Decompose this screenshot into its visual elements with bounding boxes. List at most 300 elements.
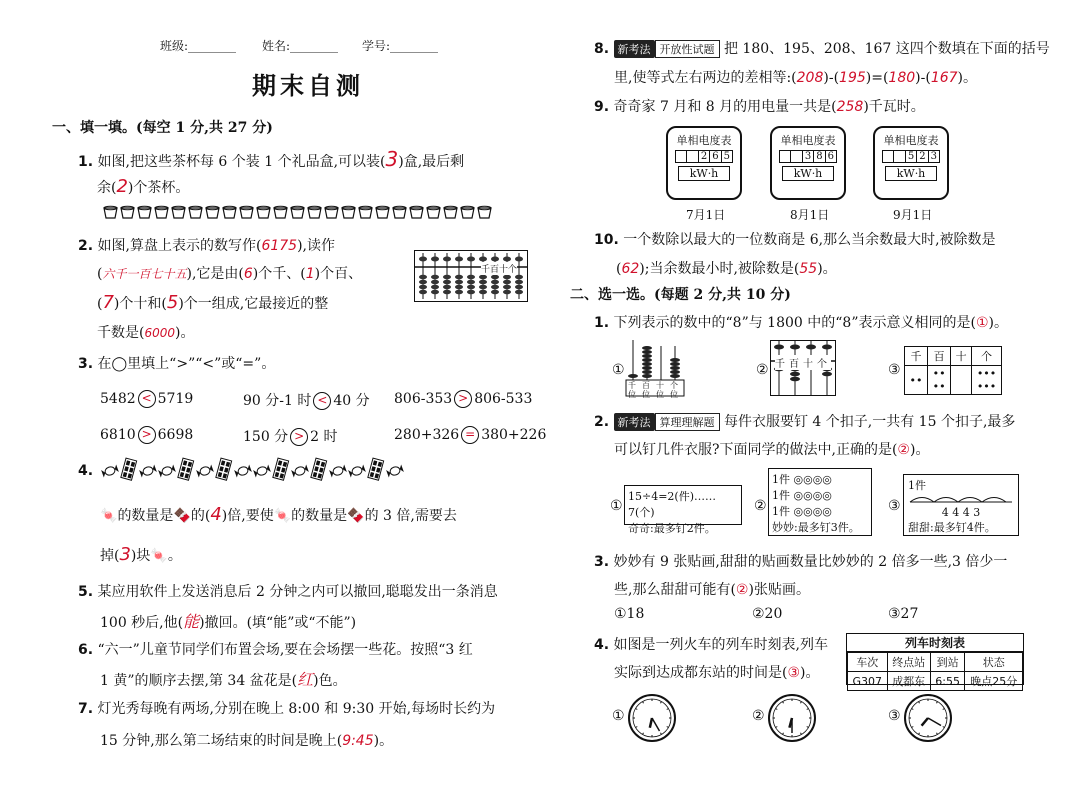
abacus-beads-icon bbox=[415, 251, 527, 301]
buttons-icon: ◎◎◎◎ bbox=[793, 473, 832, 486]
c2-optA-equation: 15÷4=2(件)……7(个) bbox=[628, 490, 717, 519]
timetable-cell-train: G307 bbox=[848, 672, 888, 691]
dots-cell bbox=[951, 366, 972, 395]
q1-answer2: 2 bbox=[116, 176, 128, 197]
candy-chocolate-row bbox=[100, 457, 420, 485]
table-head-thousands: 千 bbox=[905, 347, 928, 366]
meter-digits: 3 8 6 bbox=[779, 150, 837, 163]
teacup-icon bbox=[359, 206, 372, 218]
teacup-icon bbox=[172, 206, 185, 218]
c3-option1: ①18 bbox=[614, 606, 645, 622]
clock-option1-label: ① bbox=[612, 708, 625, 724]
abacus-bead bbox=[642, 366, 652, 370]
q2-text-c: ( bbox=[97, 266, 103, 282]
candy-icon bbox=[101, 465, 119, 478]
button-group-row bbox=[772, 503, 868, 519]
q9-text-a: 奇奇家 7 月和 8 月的用电量一共是( bbox=[613, 99, 837, 115]
abacus-bead bbox=[431, 280, 439, 285]
dots-cell: ••• ••• bbox=[972, 366, 1002, 395]
abacus-bead bbox=[503, 280, 511, 285]
q5-text-a: 某应用软件上发送消息后 2 分钟之内可以撤回,聪聪发出一条消息 bbox=[97, 584, 498, 600]
candy-icon bbox=[139, 465, 157, 478]
c2-optC-label: ③ bbox=[888, 498, 901, 514]
c1-answer: ① bbox=[975, 315, 989, 331]
candy-icon bbox=[386, 465, 404, 478]
teacup-icon bbox=[121, 206, 134, 218]
abacus-bead bbox=[790, 377, 800, 382]
q4-number-row bbox=[78, 463, 93, 479]
candy-icon: 🍬 bbox=[100, 508, 118, 524]
candy-icon bbox=[329, 465, 347, 478]
meter-date: 7月1日 bbox=[686, 208, 726, 222]
chocolate-icon: 🍫 bbox=[347, 508, 365, 524]
abacus-bead bbox=[455, 257, 463, 262]
teacup-icon bbox=[257, 206, 270, 218]
c1-option3-label: ③ bbox=[888, 362, 901, 378]
abacus-bead bbox=[443, 290, 451, 295]
q2-answer5: 7 bbox=[102, 292, 114, 313]
clock-icon bbox=[627, 693, 677, 743]
q1-line2 bbox=[97, 176, 189, 197]
abacus-bead bbox=[467, 285, 475, 290]
c2-optC-conclusion: 甜甜:最多钉4件。 bbox=[908, 521, 996, 534]
abacus-bead bbox=[467, 275, 475, 280]
q10-text-d: )。 bbox=[817, 261, 837, 277]
abacus-bead bbox=[491, 257, 499, 262]
abacus-bead bbox=[670, 374, 680, 378]
c3-number: 3. bbox=[594, 554, 610, 570]
comparison-left: 280+326 bbox=[394, 427, 460, 443]
q8-line1 bbox=[594, 38, 1050, 58]
comparison-sign-circle[interactable]: > bbox=[138, 426, 156, 444]
comparison-sign-circle[interactable]: > bbox=[454, 390, 472, 408]
q4-text-b: 的( bbox=[190, 508, 211, 524]
teacup-icon bbox=[478, 206, 491, 218]
q10-text-a: 一个数除以最大的一位数商是 6,那么当余数最大时,被除数是 bbox=[623, 232, 996, 248]
abacus-bead bbox=[515, 280, 523, 285]
abacus-bead bbox=[455, 285, 463, 290]
abacus-bead bbox=[431, 290, 439, 295]
q8-sep3: )-( bbox=[915, 70, 931, 86]
clock-icon bbox=[767, 693, 817, 743]
teacup-icon bbox=[410, 206, 423, 218]
c4-text-a: 如图是一列火车的列车时刻表,列车 bbox=[613, 637, 828, 653]
comparison-sign-circle[interactable]: < bbox=[313, 392, 331, 410]
q7-line2 bbox=[100, 730, 393, 750]
q1-line1 bbox=[78, 147, 464, 171]
q8-answer1: 208 bbox=[796, 70, 824, 86]
table-head-hundreds: 百 bbox=[928, 347, 951, 366]
abacus-figure bbox=[414, 250, 528, 302]
teacup-icon bbox=[461, 206, 474, 218]
q2-text-f: )个百、 bbox=[314, 266, 363, 282]
abacus-bead bbox=[503, 275, 511, 280]
c4-number: 4. bbox=[594, 637, 610, 653]
c1-line bbox=[594, 312, 1008, 332]
c2-line2 bbox=[614, 439, 929, 459]
q6-number: 6. bbox=[78, 642, 94, 658]
teacup-icon bbox=[189, 206, 202, 218]
q8-number: 8. bbox=[594, 41, 610, 57]
abacus-bead bbox=[515, 285, 523, 290]
c3-text-a: 妙妙有 9 张贴画,甜甜的贴画数量比妙妙的 2 倍多一些,3 倍少一 bbox=[613, 554, 1008, 570]
abacus-bead bbox=[515, 257, 523, 262]
q8-text-b: 里,使等式左右两边的差相等:( bbox=[614, 70, 797, 86]
c3-text-c: )张贴画。 bbox=[748, 582, 810, 598]
abacus-bead bbox=[515, 275, 523, 280]
meter-date: 8月1日 bbox=[790, 208, 830, 222]
q3-line bbox=[78, 353, 275, 373]
abacus-bead bbox=[419, 275, 427, 280]
electricity-meter bbox=[770, 126, 846, 200]
place-hundreds: 百位 bbox=[642, 381, 650, 399]
comparison-left: 806-353 bbox=[394, 391, 453, 407]
candy-icon bbox=[291, 465, 309, 478]
c2-number: 2. bbox=[594, 414, 610, 430]
abacus-bead bbox=[642, 350, 652, 354]
abacus-bead bbox=[642, 346, 652, 350]
row-label: 1件 bbox=[772, 505, 790, 518]
teacup-icon bbox=[393, 206, 406, 218]
q4-text-f: 掉( bbox=[100, 548, 120, 564]
abacus-bead bbox=[479, 280, 487, 285]
row-label: 1件 bbox=[772, 473, 790, 486]
abacus-bead bbox=[467, 290, 475, 295]
teacup-icon bbox=[427, 206, 440, 218]
c3-option3: ③27 bbox=[888, 606, 919, 622]
abacus-bead bbox=[479, 290, 487, 295]
q1-answer1: 3 bbox=[385, 147, 399, 171]
c2-answer: ② bbox=[897, 442, 910, 458]
abacus-bead bbox=[503, 285, 511, 290]
abacus-bead bbox=[503, 290, 511, 295]
section2-heading: 二、选一选。(每题 2 分,共 10 分) bbox=[570, 287, 791, 303]
q6-text-b: 1 黄”的顺序去摆,第 34 盆花是( bbox=[100, 673, 298, 689]
chocolate-icon bbox=[216, 458, 232, 480]
buttons-icon: ◎◎◎◎ bbox=[793, 489, 832, 502]
q7-number: 7. bbox=[78, 701, 94, 717]
comparison-sign-circle[interactable]: > bbox=[290, 428, 308, 446]
teacup-icon bbox=[325, 206, 338, 218]
teacup-icon bbox=[240, 206, 253, 218]
c1-end: )。 bbox=[988, 315, 1008, 331]
q9-line1 bbox=[594, 96, 925, 116]
meter-title: 单相电度表 bbox=[780, 134, 836, 147]
c1-number: 1. bbox=[594, 315, 610, 331]
q9-number: 9. bbox=[594, 99, 610, 115]
q4-text-g: )块 bbox=[130, 548, 151, 564]
q5-line2 bbox=[100, 609, 356, 632]
q2-line2 bbox=[97, 263, 362, 283]
q2-text-j: 千数是( bbox=[97, 325, 145, 341]
q10-answer2: 55 bbox=[799, 261, 818, 277]
q1-number: 1. bbox=[78, 154, 94, 170]
meter-unit: kW·h bbox=[782, 166, 834, 181]
class-field-label: 班级:________ bbox=[160, 39, 237, 53]
candy-icon bbox=[234, 465, 252, 478]
teacup-icon bbox=[206, 206, 219, 218]
c4-text-b: 实际到达成都东站的时间是( bbox=[614, 665, 788, 681]
c2-optA-label: ① bbox=[610, 498, 623, 514]
q8-answer4: 167 bbox=[930, 70, 958, 86]
abacus-bead bbox=[670, 362, 680, 366]
q2-text-d: ),它是由( bbox=[186, 266, 244, 282]
abacus-bead bbox=[455, 275, 463, 280]
q1-text-b: )盒,最后剩 bbox=[398, 154, 465, 170]
q2-text-i: )个一组成,它最接近的整 bbox=[178, 296, 329, 312]
q2-line4 bbox=[97, 322, 194, 342]
q8-answer3: 180 bbox=[888, 70, 916, 86]
c2-optA-conclusion: 奇奇:最多钉2件。 bbox=[628, 522, 716, 535]
c3-line1 bbox=[594, 551, 1007, 571]
teacup-icon bbox=[223, 206, 236, 218]
timetable-head-terminal: 终点站 bbox=[887, 653, 930, 672]
table-head-ones: 个 bbox=[972, 347, 1002, 366]
q10-line1 bbox=[594, 229, 996, 249]
candy-icon bbox=[253, 465, 271, 478]
candy-icon bbox=[158, 465, 176, 478]
teacup-icon bbox=[155, 206, 168, 218]
open-question-badge: 开放性试题 bbox=[655, 40, 720, 58]
q7-answer: 9:45 bbox=[342, 733, 374, 749]
q2-number: 2. bbox=[78, 238, 94, 254]
q2-text-a: 如图,算盘上表示的数写作( bbox=[97, 238, 262, 254]
timetable-cell-status: 晚点25分 bbox=[965, 672, 1023, 691]
abacus-bead bbox=[479, 275, 487, 280]
abacus-place-labels: 千百十个 bbox=[481, 262, 517, 275]
q4-text-a: 的数量是 bbox=[117, 508, 174, 524]
q2-text-g: ( bbox=[97, 296, 103, 312]
q1-text-c: 余( bbox=[97, 180, 117, 196]
abacus-bead bbox=[431, 285, 439, 290]
c4-line1 bbox=[594, 634, 828, 654]
q8-end: )。 bbox=[957, 70, 978, 86]
teacup-icon bbox=[274, 206, 287, 218]
teacup-icon bbox=[138, 206, 151, 218]
name-field-label: 姓名:________ bbox=[262, 39, 339, 53]
electricity-meter bbox=[873, 126, 949, 200]
comparison-left: 6810 bbox=[100, 427, 136, 443]
comparison-right: 380+226 bbox=[481, 427, 547, 443]
comparison-sign-circle[interactable]: < bbox=[138, 390, 156, 408]
abacus-bead bbox=[822, 345, 832, 350]
place-ones: 个位 bbox=[670, 381, 678, 399]
row-label: 1件 bbox=[772, 489, 790, 502]
chocolate-icon bbox=[368, 458, 384, 480]
q2-answer1: 6175 bbox=[261, 238, 298, 254]
c2-optC-numbers: 4 4 4 3 bbox=[941, 506, 981, 519]
q2-answer6: 5 bbox=[166, 292, 179, 313]
comparison-item bbox=[243, 390, 370, 410]
q8-line2 bbox=[614, 67, 977, 87]
q4-answer2: 3 bbox=[119, 544, 131, 565]
abacus-bead bbox=[642, 358, 652, 362]
q2-answer4: 1 bbox=[305, 266, 315, 282]
q3-number: 3. bbox=[78, 356, 94, 372]
q6-line2 bbox=[100, 667, 347, 690]
c2-text-b: 可以钉几件衣服?下面同学的做法中,正确的是( bbox=[614, 442, 898, 458]
meter-date: 9月1日 bbox=[893, 208, 933, 222]
c3-option2: ②20 bbox=[752, 606, 783, 622]
q6-line1 bbox=[78, 639, 473, 659]
table-head-tens: 十 bbox=[951, 347, 972, 366]
c2-option-a bbox=[624, 485, 742, 535]
q7-line1 bbox=[78, 698, 495, 718]
meter-title: 单相电度表 bbox=[883, 134, 939, 147]
abacus-bead bbox=[431, 275, 439, 280]
q8-sep2: )=( bbox=[865, 70, 889, 86]
button-group-row bbox=[772, 487, 868, 503]
page-title: 期末自测 bbox=[252, 71, 364, 100]
abacus-bead bbox=[467, 280, 475, 285]
abacus-bead bbox=[491, 290, 499, 295]
abacus-bead bbox=[642, 370, 652, 374]
abacus-bead bbox=[774, 345, 784, 350]
q2-text-b: ),读作 bbox=[297, 238, 335, 254]
abacus-bead bbox=[443, 280, 451, 285]
place-thousands: 千位 bbox=[628, 381, 636, 399]
dots-cell: •• bbox=[905, 366, 928, 395]
q10-answer1: 62 bbox=[621, 261, 640, 277]
c4-text-c: )。 bbox=[800, 665, 820, 681]
q2-answer7: 6000 bbox=[144, 326, 176, 340]
q2-line3 bbox=[97, 292, 328, 313]
chocolate-icon bbox=[178, 458, 194, 480]
q2-line1 bbox=[78, 235, 335, 255]
candy-icon bbox=[348, 465, 366, 478]
q2-answer3: 6 bbox=[243, 266, 253, 282]
abacus-bead bbox=[822, 372, 832, 377]
place-value-table bbox=[904, 346, 1002, 395]
q10-text-c: );当余数最小时,被除数是( bbox=[639, 261, 800, 277]
timetable-head-status: 状态 bbox=[965, 653, 1023, 672]
meter-digits: 2 6 5 bbox=[675, 150, 733, 163]
meter-unit: kW·h bbox=[678, 166, 730, 181]
teacup-icon bbox=[308, 206, 321, 218]
abacus-bead bbox=[670, 370, 680, 374]
q7-text-a: 灯光秀每晚有两场,分别在晚上 8:00 和 9:30 开始,每场时长约为 bbox=[97, 701, 496, 717]
timetable-cell-terminal: 成都东 bbox=[887, 672, 930, 691]
electricity-meter bbox=[666, 126, 742, 200]
meter-title: 单相电度表 bbox=[676, 134, 732, 147]
q5-text-c: )撤回。(填“能”或“不能”) bbox=[199, 615, 357, 631]
q9-text-b: )千瓦时。 bbox=[863, 99, 925, 115]
c1-option1-label: ① bbox=[612, 362, 625, 378]
section1-heading: 一、填一填。(每空 1 分,共 27 分) bbox=[52, 120, 273, 136]
student-id-field-label: 学号:________ bbox=[362, 39, 439, 53]
chocolate-icon bbox=[311, 458, 327, 480]
abacus-bead bbox=[443, 285, 451, 290]
buttons-icon: ◎◎◎◎ bbox=[793, 505, 832, 518]
timetable-head-arrival: 到站 bbox=[930, 653, 965, 672]
comparison-right: 806-533 bbox=[474, 391, 533, 407]
meter-digits: 5 2 3 bbox=[882, 150, 940, 163]
abacus-bead bbox=[491, 280, 499, 285]
comparison-item bbox=[100, 390, 193, 408]
comparison-left: 90 分-1 时 bbox=[243, 393, 312, 409]
abacus-bead bbox=[790, 372, 800, 377]
q6-text-a: “六一”儿童节同学们布置会场,要在会场摆一些花。按照“3 红 bbox=[97, 642, 473, 658]
q4-line2: 掉(3)块🍬。 bbox=[100, 544, 182, 565]
clock-option3-label: ③ bbox=[888, 708, 901, 724]
q4-number: 4. bbox=[78, 463, 94, 479]
abacus-bead bbox=[455, 280, 463, 285]
c2-optC-top-label: 1件 bbox=[908, 479, 926, 492]
abacus-bead bbox=[443, 257, 451, 262]
c2-text-c: )。 bbox=[909, 442, 930, 458]
q1-text-a: 如图,把这些茶杯每 6 个装 1 个礼品盒,可以装( bbox=[97, 154, 386, 170]
teacup-icon bbox=[291, 206, 304, 218]
q2-text-h: )个十和( bbox=[113, 296, 167, 312]
c2-optB-label: ② bbox=[754, 498, 767, 514]
q10-number: 10. bbox=[594, 232, 619, 248]
chocolate-icon bbox=[121, 458, 137, 480]
abacus-bead bbox=[491, 285, 499, 290]
abacus-bead bbox=[670, 358, 680, 362]
abacus-bead bbox=[642, 354, 652, 358]
abacus-bead bbox=[455, 290, 463, 295]
new-method-badge: 新考法 bbox=[614, 40, 655, 58]
clock-option2-label: ② bbox=[752, 708, 765, 724]
timetable-title: 列车时刻表 bbox=[847, 634, 1023, 652]
abacus-bead bbox=[419, 280, 427, 285]
q5-number: 5. bbox=[78, 584, 94, 600]
chocolate-icon bbox=[273, 458, 289, 480]
timetable-head-train: 车次 bbox=[848, 653, 888, 672]
q10-line2 bbox=[616, 258, 837, 278]
teacup-icon bbox=[104, 206, 117, 218]
c2-optB-conclusion: 妙妙:最多钉3件。 bbox=[772, 521, 860, 534]
abacus-bead bbox=[443, 275, 451, 280]
teacups-row bbox=[103, 203, 503, 223]
comparison-item bbox=[243, 426, 338, 446]
candy-icon: 🍬 bbox=[273, 508, 292, 524]
new-method-badge: 新考法 bbox=[614, 413, 655, 431]
q4-text-c: )倍,要使 bbox=[221, 508, 274, 524]
comparison-right: 40 分 bbox=[333, 393, 370, 409]
comparison-sign-circle[interactable]: = bbox=[461, 426, 479, 444]
c3-text-b: 些,那么甜甜可能有( bbox=[614, 582, 736, 598]
q4-text-d: 的数量是 bbox=[291, 508, 348, 524]
abacus-bead bbox=[419, 285, 427, 290]
c4-line2 bbox=[614, 662, 820, 682]
abacus-bead bbox=[467, 257, 475, 262]
q4-answer1: 4 bbox=[210, 504, 222, 525]
dots-cell: •• •• bbox=[928, 366, 951, 395]
abacus-bead bbox=[790, 345, 800, 350]
c2-line1 bbox=[594, 411, 1015, 431]
abacus-bead bbox=[642, 362, 652, 366]
abacus-bead bbox=[503, 257, 511, 262]
abacus-bead bbox=[419, 290, 427, 295]
abacus-bead bbox=[479, 257, 487, 262]
comparison-right: 5719 bbox=[157, 391, 194, 407]
abacus-bead bbox=[419, 257, 427, 262]
q8-text-a: 把 180、195、208、167 这四个数填在下面的括号 bbox=[723, 41, 1050, 57]
q1-text-d: )个茶杯。 bbox=[127, 180, 190, 196]
teacup-icon bbox=[444, 206, 457, 218]
arc-diagram-icon bbox=[908, 493, 1014, 503]
q5-text-b: 100 秒后,他( bbox=[100, 615, 184, 631]
c3-line2 bbox=[614, 579, 810, 599]
abacus-option2 bbox=[770, 340, 836, 396]
teacup-icon bbox=[376, 206, 389, 218]
abacus-bead bbox=[642, 374, 652, 378]
q7-text-c: )。 bbox=[373, 733, 394, 749]
chocolate-icon: 🍫 bbox=[173, 508, 191, 524]
comparison-item bbox=[394, 390, 532, 408]
comparison-left: 5482 bbox=[100, 391, 136, 407]
